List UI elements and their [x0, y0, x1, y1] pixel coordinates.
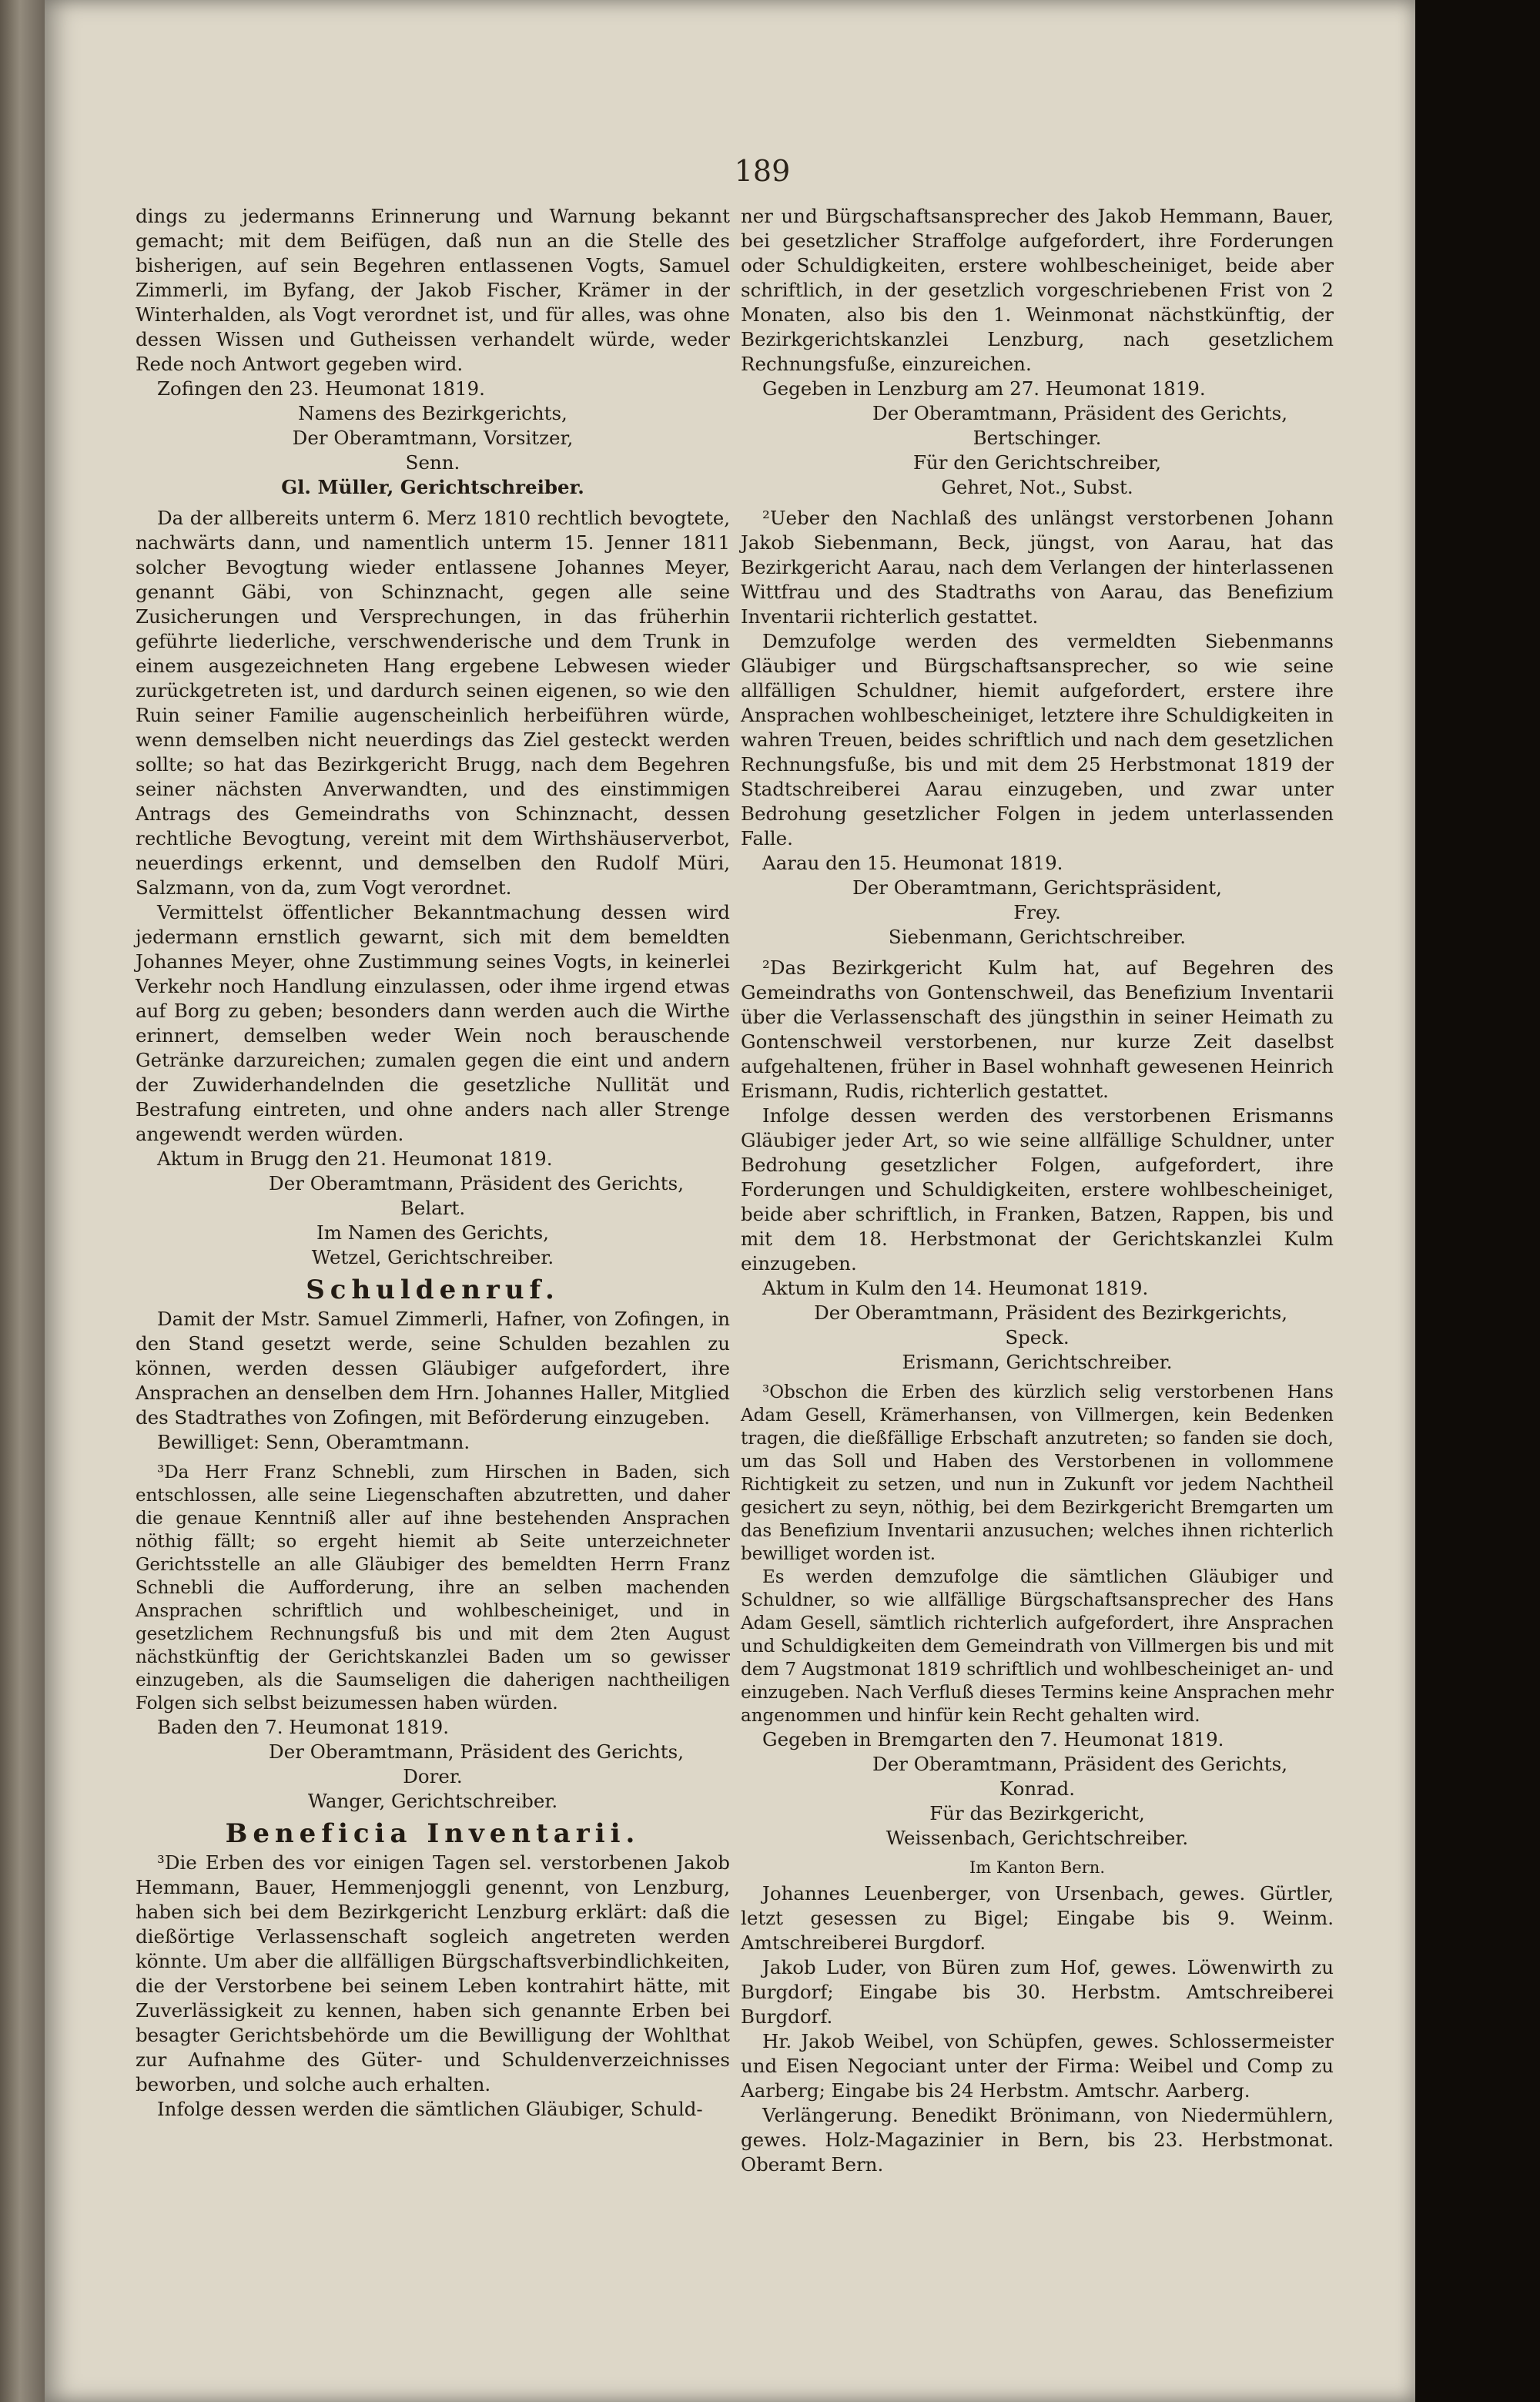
signature-line: Namens des Bezirkgerichts,	[298, 402, 567, 424]
signature-line: Erismann, Gerichtschreiber.	[902, 1351, 1173, 1373]
signature-line: Wetzel, Gerichtschreiber.	[311, 1246, 554, 1268]
paragraph-meyer: Da der allbereits unterm 6. Merz 1810 rechtlich bevogtete, nachwärts dann, und namentlich unterm 15. Jenner 1811 solcher Bevogtung wieder entlassene Johannes Meyer, genannt Gäbi, von Schinznacht, gegen alle seine Zusicherungen und Versprechungen, in das früherhin geführte liederliche, verschwenderische und dem Trunk in einem ausgezeichneten Hang ergebene Lebwesen wieder zurückgetreten ist, und dardurch seinen eigenen, so wie den Ruin seiner Familie augenscheinlich herbeiführen würde, wenn demselben nicht neuerdings das Ziel gesteckt werden sollte; so hat das Bezirkgericht Brugg, nach dem Begehren seiner nächsten Anverwandten, und des einstimmigen Antrags des Gemeindraths von Schinznacht, dessen rechtliche Bevogtung, vereint mit dem Wirthshäuserverbot, neuerdings erkennt, und demselben den Rudolf Müri, Salzmann, von da, zum Vogt verordnet.	[136, 507, 730, 899]
signature-line: Gl. Müller, Gerichtschreiber.	[281, 476, 584, 498]
signature-line: Der Oberamtmann, Gerichtspräsident,	[852, 876, 1222, 899]
bern-entry: Johannes Leuenberger, von Ursenbach, gewes. Gürtler, letzt gesessen zu Bigel; Eingabe bis 9. Weinm. Amtschreiberei Burgdorf.	[741, 1882, 1334, 1954]
date-kulm: Aktum in Kulm den 14. Heumonat 1819.	[762, 1277, 1149, 1299]
signature-line: Frey.	[1013, 901, 1061, 923]
scan-border	[1415, 0, 1540, 2402]
signature-line: Weissenbach, Gerichtschreiber.	[886, 1827, 1189, 1849]
bern-entry: Hr. Jakob Weibel, von Schüpfen, gewes. Schlossermeister und Eisen Negociant unter der Firma: Weibel und Comp zu Aarberg; Eingabe bis 24 Herbstm. Amtschr. Aarberg.	[741, 2030, 1334, 2102]
signature-line: Senn.	[405, 451, 460, 474]
signature-line: Speck.	[1005, 1326, 1070, 1348]
bern-entry: Verlängerung. Benedikt Brönimann, von Niedermühlern, gewes. Holz-Magazinier in Bern, bis 23. Herbstmonat. Oberamt Bern.	[741, 2104, 1334, 2176]
paragraph-kulm: ²Das Bezirkgericht Kulm hat, auf Begehren des Gemeindraths von Gontenschweil, das Benefizium Inventarii über die Verlassenschaft des jüngsthin in seiner Heimath zu Gontenschweil verstorbenen, nur kurze Zeit daselbst aufgehaltenen, früher in Basel wohnhaft gewesenen Heinrich Erismann, Rudis, richterlich gestattet.	[741, 956, 1334, 1102]
paragraph-erismann: Infolge dessen werden des verstorbenen Erismanns Gläubiger jeder Art, so wie seine allfällige Schuldner, unter Bedrohung gesetzlicher Folgen, aufgefordert, ihre Forderungen und Schuldigkeiten, erstere wohlbescheiniget, beide aber schriftlich, in Franken, Batzen, Rappen, bis und mit dem 18. Herbstmonat der Gerichtskanzlei Kulm einzugeben.	[741, 1104, 1334, 1275]
left-column	[136, 204, 730, 2122]
paragraph-hemmann: ³Die Erben des vor einigen Tagen sel. verstorbenen Jakob Hemmann, Bauer, Hemmenjoggli genennt, von Lenzburg, haben sich bei dem Bezirkgericht Lenzburg erklärt: daß die dießörtige Verlassenschaft sogleich angetreten werden könnte. Um aber die allfälligen Bürgschaftsverbindlichkeiten, die der Verstorbene bei seinem Leben kontrahirt hätte, mit Zuverlässigkeit zu kennen, haben sich genannte Erben bei besagter Gerichtsbehörde um die Bewilligung der Wohlthat zur Aufnahme des Güter- und Schuldenverzeichnisses beworben, und solche auch erhalten.	[136, 1851, 730, 2095]
section-heading-beneficia: Beneficia Inventarii.	[225, 1818, 641, 1849]
date-aarau: Aarau den 15. Heumonat 1819.	[762, 852, 1063, 874]
paragraph-warning: Vermittelst öffentlicher Bekanntmachung dessen wird jedermann ernstlich gewarnt, sich mit dem bemeldten Johannes Meyer, ohne Zustimmung seines Vogts, in keinerlei Verkehr noch Handlung einzulassen, oder ihme irgend etwas auf Borg zu geben; besonders dann werden auch die Wirthe erinnert, demselben weder Wein noch berauschende Getränke darzureichen; zumalen gegen die eint und andern der Zuwiderhandelnden die gesetzliche Nullität und Bestrafung eintreten, und ohne anders nach aller Strenge angewendt werden würden.	[136, 901, 730, 1145]
signature-line: Für das Bezirkgericht,	[929, 1802, 1145, 1824]
signature-line: Wanger, Gerichtschreiber.	[307, 1790, 558, 1812]
signature-line: Der Oberamtmann, Präsident des Gerichts,	[872, 1753, 1287, 1775]
paragraph-siebenmann: ²Ueber den Nachlaß des unlängst verstorbenen Johann Jakob Siebenmann, Beck, jüngst, von Aarau, hat das Bezirkgericht Aarau, nach dem Verlangen der hinterlassenen Wittfrau und des Stadtraths von Aarau, das Benefizium Inventarii richterlich gestattet.	[741, 507, 1334, 628]
signature-line: Der Oberamtmann, Präsident des Gerichts,	[872, 402, 1287, 424]
signature-line: Gehret, Not., Subst.	[941, 476, 1133, 498]
paragraph-siebenmann-creditors: Demzufolge werden des vermeldten Siebenmanns Gläubiger und Bürgschaftsansprecher, so wie seine allfälligen Schuldner, hiemit aufgefordert, erstere ihre Ansprachen wohlbescheiniget, letztere ihre Schuldigkeiten in wahren Treuen, beides schriftlich und nach dem gesetzlichen Rechnungsfuße, bis und mit dem 25 Herbstmonat 1819 der Stadtschreiberei Aarau einzugeben, und zwar unter Bedrohung gesetzlicher Folgen in jedem unterlassenden Falle.	[741, 630, 1334, 849]
bern-entry: Jakob Luder, von Büren zum Hof, gewes. Löwenwirth zu Burgdorf; Eingabe bis 30. Herbstm. Amtschreiberei Burgdorf.	[741, 1956, 1334, 2028]
section-heading-schuldenruf: Schuldenruf.	[306, 1275, 560, 1305]
signature-line: Der Oberamtmann, Präsident des Gerichts,	[269, 1172, 684, 1194]
paragraph-schnebli: ³Da Herr Franz Schnebli, zum Hirschen in Baden, sich entschlossen, alle seine Liegenschaften abzutretten, und daher die genaue Kenntniß aller auf ihne bestehenden Ansprachen nöthig fällt; so ergeht hiemit ab Seite unterzeichneter Gerichtsstelle an alle Gläubiger des bemeldten Herrn Franz Schnebli die Aufforderung, ihre an selben machenden Ansprachen schriftlich und wohlbescheiniget, und in gesetzlichem Rechnungsfuß bis und mit dem 2ten August nächstkünftig der Gerichtskanzlei Baden um so gewisser einzugeben, als die Saumseligen die daherigen nachtheiligen Folgen sich selbst beizumessen haben würden.	[136, 1462, 730, 1714]
paragraph-gesell: ³Obschon die Erben des kürzlich selig verstorbenen Hans Adam Gesell, Krämerhansen, von Villmergen, kein Bedenken tragen, die dießfällige Erbschaft anzutreten; so fanden sie doch, um das Soll und Haben des Verstorbenen in vollommene Richtigkeit zu setzen, und nun in Zukunft vor jedem Nachtheil gesichert zu seyn, nöthig, bei dem Bezirkgericht Bremgarten um das Benefizium Inventarii anzusuchen; welches ihnen richterlich bewilliget worden ist.	[741, 1382, 1334, 1564]
signature-line: Siebenmann, Gerichtschreiber.	[888, 926, 1187, 948]
paragraph-zimmerli: Damit der Mstr. Samuel Zimmerli, Hafner, von Zofingen, in den Stand gesetzt werde, seine Schulden bezahlen zu können, werden dessen Gläubiger aufgefordert, ihre Ansprachen an denselben dem Hrn. Johannes Haller, Mitglied des Stadtrathes von Zofingen, mit Beförderung einzugeben.	[136, 1308, 730, 1429]
signature-line: Konrad.	[999, 1777, 1075, 1800]
signature-line: Der Oberamtmann, Präsident des Bezirkgerichts,	[814, 1302, 1287, 1324]
signature-line: Bertschinger.	[973, 427, 1102, 449]
paragraph-fischer: dings zu jedermanns Erinnerung und Warnung bekannt gemacht; mit dem Beifügen, daß nun an die Stelle des bisherigen, auf sein Begehren entlassenen Vogts, Samuel Zimmerli, im Byfang, der Jakob Fischer, Krämer in der Winterhalden, als Vogt verordnet ist, und für alles, was ohne dessen Wissen und Gutheissen verhandelt würde, weder Rede noch Antwort gegeben wird.	[136, 205, 730, 375]
signature-line: Der Oberamtmann, Präsident des Gerichts,	[269, 1740, 684, 1763]
right-column	[741, 204, 1334, 2177]
paragraph-continued: Infolge dessen werden die sämtlichen Gläubiger, Schuld-	[157, 2098, 703, 2120]
signature-line: Im Namen des Gerichts,	[316, 1221, 549, 1244]
signature-line: Für den Gerichtschreiber,	[912, 451, 1162, 474]
approval-line: Bewilliget: Senn, Oberamtmann.	[157, 1431, 470, 1453]
page-number: 189	[734, 154, 791, 188]
date-lenzburg: Gegeben in Lenzburg am 27. Heumonat 1819.	[762, 377, 1206, 400]
date-zofingen: Zofingen den 23. Heumonat 1819.	[157, 377, 485, 400]
canton-heading: Im Kanton Bern.	[969, 1858, 1105, 1877]
signature-line: Belart.	[400, 1197, 466, 1219]
signature-line: Der Oberamtmann, Vorsitzer,	[292, 427, 574, 449]
date-bremgarten: Gegeben in Bremgarten den 7. Heumonat 1819.	[762, 1728, 1224, 1750]
date-baden: Baden den 7. Heumonat 1819.	[157, 1716, 450, 1738]
date-brugg: Aktum in Brugg den 21. Heumonat 1819.	[157, 1147, 553, 1170]
previous-page-edge	[0, 0, 45, 2402]
paragraph-gesell-creditors: Es werden demzufolge die sämtlichen Gläubiger und Schuldner, so wie allfällige Bürgschaftsansprecher des Hans Adam Gesell, sämtlich richterlich aufgefordert, ihre Ansprachen und Schuldigkeiten dem Gemeindrath von Villmergen bis und mit dem 7 Augstmonat 1819 schriftlich und wohlbescheiniget an- und einzugeben. Nach Verfluß dieses Termins keine Ansprachen mehr angenommen und hinfür kein Recht gehalten wird.	[741, 1567, 1334, 1726]
paragraph-hemmann-continued: ner und Bürgschaftsansprecher des Jakob Hemmann, Bauer, bei gesetzlicher Straffolge aufgefordert, ihre Forderungen oder Schuldigkeiten, erstere wohlbescheiniget, beide aber schriftlich, in der gesetzlich vorgeschriebenen Frist von 2 Monaten, also bis den 1. Weinmonat nächstkünftig, der Bezirkgerichtskanzlei Lenzburg, nach gesetzlichem Rechnungsfuße, einzureichen.	[741, 205, 1334, 375]
signature-line: Dorer.	[403, 1765, 463, 1787]
